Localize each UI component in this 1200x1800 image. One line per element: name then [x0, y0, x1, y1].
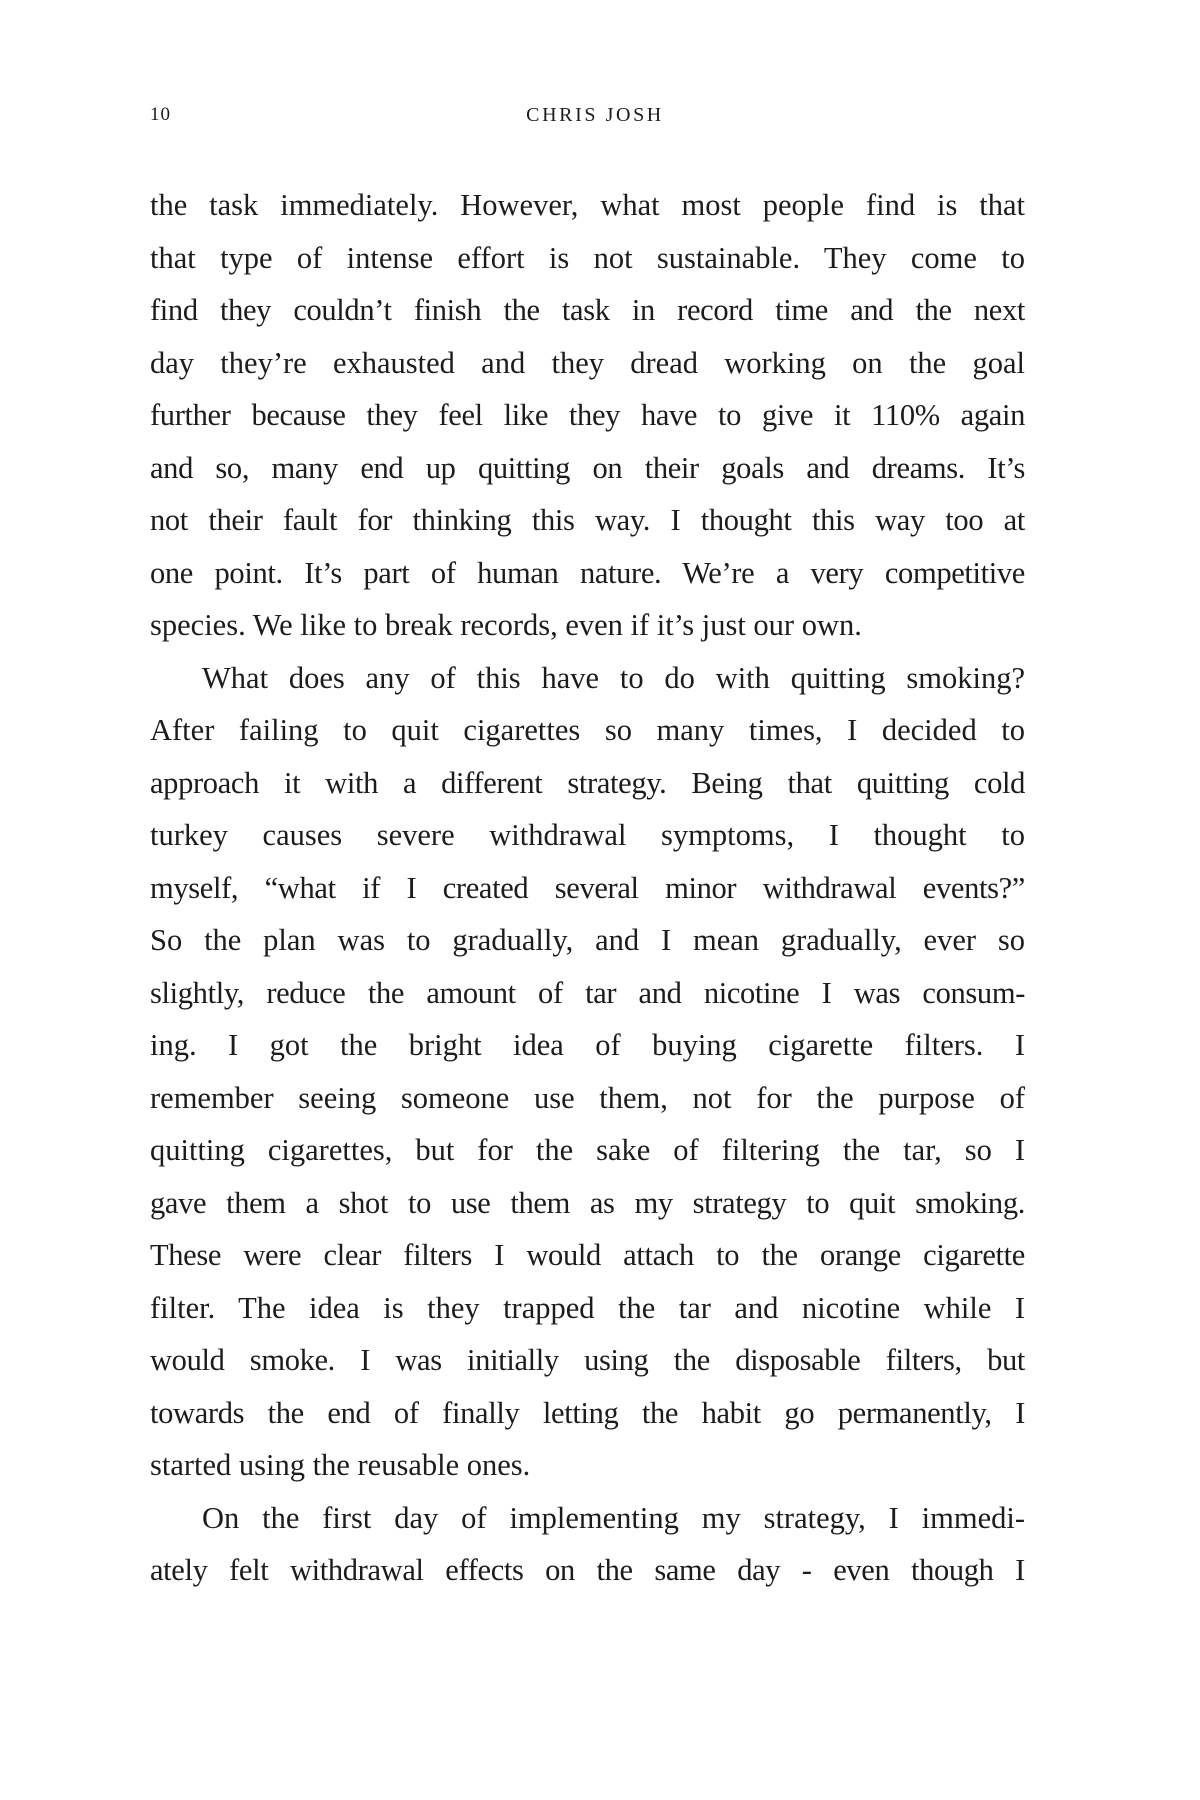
text-line: ing. I got the bright idea of buying cigarette filters. I	[150, 1028, 1025, 1062]
text-line: So the plan was to gradually, and I mean gradually, ever so	[150, 923, 1025, 957]
text-line: What does any of this have to do with quitting smoking?	[202, 660, 1025, 695]
text-line: towards the end of finally letting the habit go permanently, I	[150, 1395, 1025, 1430]
text-line: species. We like to break records, even if it’s just our own.	[150, 608, 862, 642]
text-line: started using the reusable ones.	[150, 1448, 531, 1482]
text-line: slightly, reduce the amount of tar and nicotine I was consum-	[150, 975, 1025, 1010]
text-line: not their fault for thinking this way. I thought this way too at	[150, 503, 1025, 537]
text-line: quitting cigarettes, but for the sake of filtering the tar, so I	[150, 1133, 1025, 1167]
text-line: find they couldn’t finish the task in record time and the next	[150, 293, 1025, 327]
text-line: further because they feel like they have to give it 110% again	[150, 398, 1025, 432]
text-line: remember seeing someone use them, not for the purpose of	[150, 1080, 1025, 1115]
paragraph	[150, 1492, 1025, 1597]
text-line: turkey causes severe withdrawal symptoms, I thought to	[150, 818, 1025, 852]
text-line: the task immediately. However, what most people find is that	[150, 188, 1025, 222]
text-line: filter. The idea is they trapped the tar and nicotine while I	[150, 1290, 1025, 1325]
text-line: approach it with a different strategy. Being that quitting cold	[150, 765, 1025, 800]
text-line: would smoke. I was initially using the disposable filters, but	[150, 1343, 1025, 1377]
paragraph	[150, 179, 1025, 652]
text-line: gave them a shot to use them as my strategy to quit smoking.	[150, 1185, 1025, 1220]
text-line: ately felt withdrawal effects on the same day - even though I	[150, 1553, 1025, 1587]
text-line: that type of intense effort is not sustainable. They come to	[150, 240, 1025, 275]
page-number: 10	[150, 104, 171, 125]
body-text	[150, 179, 1025, 1597]
text-line: myself, “what if I created several minor withdrawal events?”	[150, 870, 1025, 905]
text-line: and so, many end up quitting on their goals and dreams. It’s	[150, 450, 1025, 485]
author-name: CHRIS JOSH	[526, 104, 664, 126]
text-line: These were clear filters I would attach to the orange cigarette	[150, 1238, 1025, 1272]
text-line: day they’re exhausted and they dread working on the goal	[150, 345, 1025, 380]
text-line: one point. It’s part of human nature. We’re a very competitive	[150, 555, 1025, 590]
text-line: On the first day of implementing my strategy, I immedi-	[202, 1500, 1025, 1535]
paragraph	[150, 652, 1025, 1492]
text-line: After failing to quit cigarettes so many times, I decided to	[150, 713, 1025, 747]
running-header	[150, 104, 1025, 132]
